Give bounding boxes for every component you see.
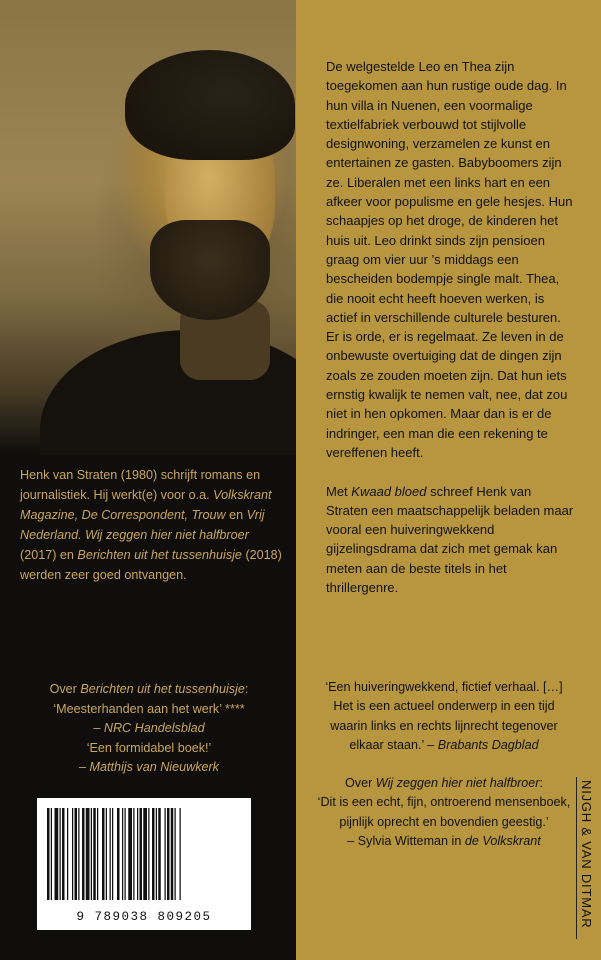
barcode-bar [106, 808, 107, 900]
barcode-bar [140, 808, 143, 900]
quote-formidabel: ‘Een formidabel boek!’ [86, 740, 212, 755]
source-brabants: – Brabants Dagblad [427, 737, 539, 752]
barcode-bar [158, 808, 161, 900]
over-label: Over [49, 682, 81, 696]
left-panel [0, 0, 296, 960]
source-nrc: – NRC Handelsblad [93, 721, 205, 735]
bio-text-4: (2018) werden zeer goed ontvangen. [20, 548, 282, 582]
right-panel [296, 0, 601, 960]
barcode-bar [122, 808, 123, 900]
quote-witteman: ‘Dit is een echt, fijn, ontroerend mensenboek, pijnlijk oprecht en bovendien geestig.’ [317, 795, 571, 829]
barcode-bar [128, 808, 132, 900]
bio-text-1: Henk van Straten (1980) schrijft romans en journalistiek. Hij werkt(e) voor o.a. [20, 468, 261, 502]
bio-text-2: en [225, 508, 247, 522]
blurb2-pre: Met [326, 483, 352, 499]
blurb-paragraph-2 [326, 482, 576, 598]
barcode-bar [75, 808, 78, 900]
over-colon: : [244, 682, 249, 696]
barcode-bar [175, 808, 176, 900]
barcode-bar [93, 808, 96, 900]
over-title: Berichten uit het tussenhuisje [80, 682, 245, 696]
quote-nrc: ‘Meesterhanden aan het werk’ **** [53, 701, 245, 716]
over-label-2: Over [345, 776, 376, 791]
barcode-bar [148, 808, 149, 900]
barcode-bar [67, 808, 68, 900]
barcode-bar [82, 808, 85, 900]
author-photo [0, 0, 296, 455]
bio-italic-1: Volkskrant Magazine, De Correspondent, Trouw [20, 488, 272, 522]
barcode-bar [47, 808, 50, 900]
isbn-number: 9 789038 809205 [76, 910, 212, 924]
barcode-bar [110, 808, 111, 900]
left-quotes [18, 680, 280, 778]
barcode-bar [86, 808, 90, 900]
barcode-bar [97, 808, 98, 900]
source-nieuwkerk: – Matthijs van Nieuwkerk [79, 760, 219, 774]
barcode-bar [91, 808, 92, 900]
barcode-bar [171, 808, 174, 900]
barcode-bar [60, 808, 61, 900]
photo-hair [125, 50, 295, 160]
barcode-bar [72, 808, 73, 900]
over-colon-2: : [539, 776, 543, 791]
barcode-bars [47, 808, 241, 900]
barcode-bar [180, 808, 181, 900]
barcode-bar [165, 808, 166, 900]
over-title-2: Wij zeggen hier niet halfbroer [375, 776, 540, 791]
bio-italic-3: Berichten uit het tussenhuisje [77, 548, 242, 562]
barcode-bar [78, 808, 79, 900]
photo-beard [150, 220, 270, 320]
publisher-name: NIJGH & VAN DITMAR [579, 780, 594, 929]
bio-italic-2: Vrij Nederland. Wij zeggen hier niet halfbroer [20, 508, 265, 542]
bio-text-3: (2017) en [20, 548, 78, 562]
barcode-bar [167, 808, 170, 900]
barcode-bar [117, 808, 120, 900]
barcode-bar [152, 808, 155, 900]
barcode [37, 798, 251, 930]
quote-brabants: ‘Een huiveringwekkend, fictief verhaal. […] Het is een actueel onderwerp in een tijd waarin links en rechts lijnrecht tegenover elkaar staan.’ [325, 680, 563, 752]
barcode-bar [112, 808, 113, 900]
publisher-spine [571, 780, 599, 938]
source-witteman: – Sylvia Witteman in [347, 834, 465, 849]
barcode-bar [102, 808, 105, 900]
blurb-paragraph-1: De welgestelde Leo en Thea zijn toegekomen aan hun rustige oude dag. In hun villa in Nuenen, een voormalige textielfabriek verbouwd tot stijlvolle designwoning, verzamelen ze kunst en entertainen ze gasten. Babyboomers zijn ze. Liberalen met een links hart en een afkeer voor populisme en gele hesjes. Hun schaapjes op het droge, de kinderen het huis uit. Leo drinkt sinds zijn pensioen graag om vier uur ’s middags een bescheiden bodempje single malt. Thea, die nooit echt heeft hoeven werken, is actief in verschillende culturele besturen. Er is orde, er is regelmaat. Ze leven in de onbewuste overtuiging dat de dingen zijn zoals ze zouden moeten zijn. Dat hun iets ernstig kwalijk te nemen valt, nee, dat zou niet in hen opkomen. Maar dan is er de indringer, een man die een rekening te vereffenen heeft. [326, 59, 573, 460]
barcode-bar [51, 808, 52, 900]
right-quotes [314, 678, 574, 851]
blurb2-post: schreef Henk van Straten een maatschappelijk beladen maar vooral een huiveringwekkend gijzelingsdrama dat zich met gemak kan meten aan de beste titels in het thrillergenre. [326, 483, 574, 596]
book-title-italic: Kwaad bloed [351, 483, 427, 499]
barcode-bar [137, 808, 138, 900]
barcode-bar [143, 808, 147, 900]
barcode-bar [55, 808, 59, 900]
book-blurb [326, 57, 576, 617]
author-bio [20, 465, 288, 585]
barcode-bar [62, 808, 65, 900]
source-volkskrant: de Volkskrant [464, 834, 541, 849]
barcode-bar [156, 808, 157, 900]
barcode-bar [125, 808, 126, 900]
barcode-bar [133, 808, 134, 900]
